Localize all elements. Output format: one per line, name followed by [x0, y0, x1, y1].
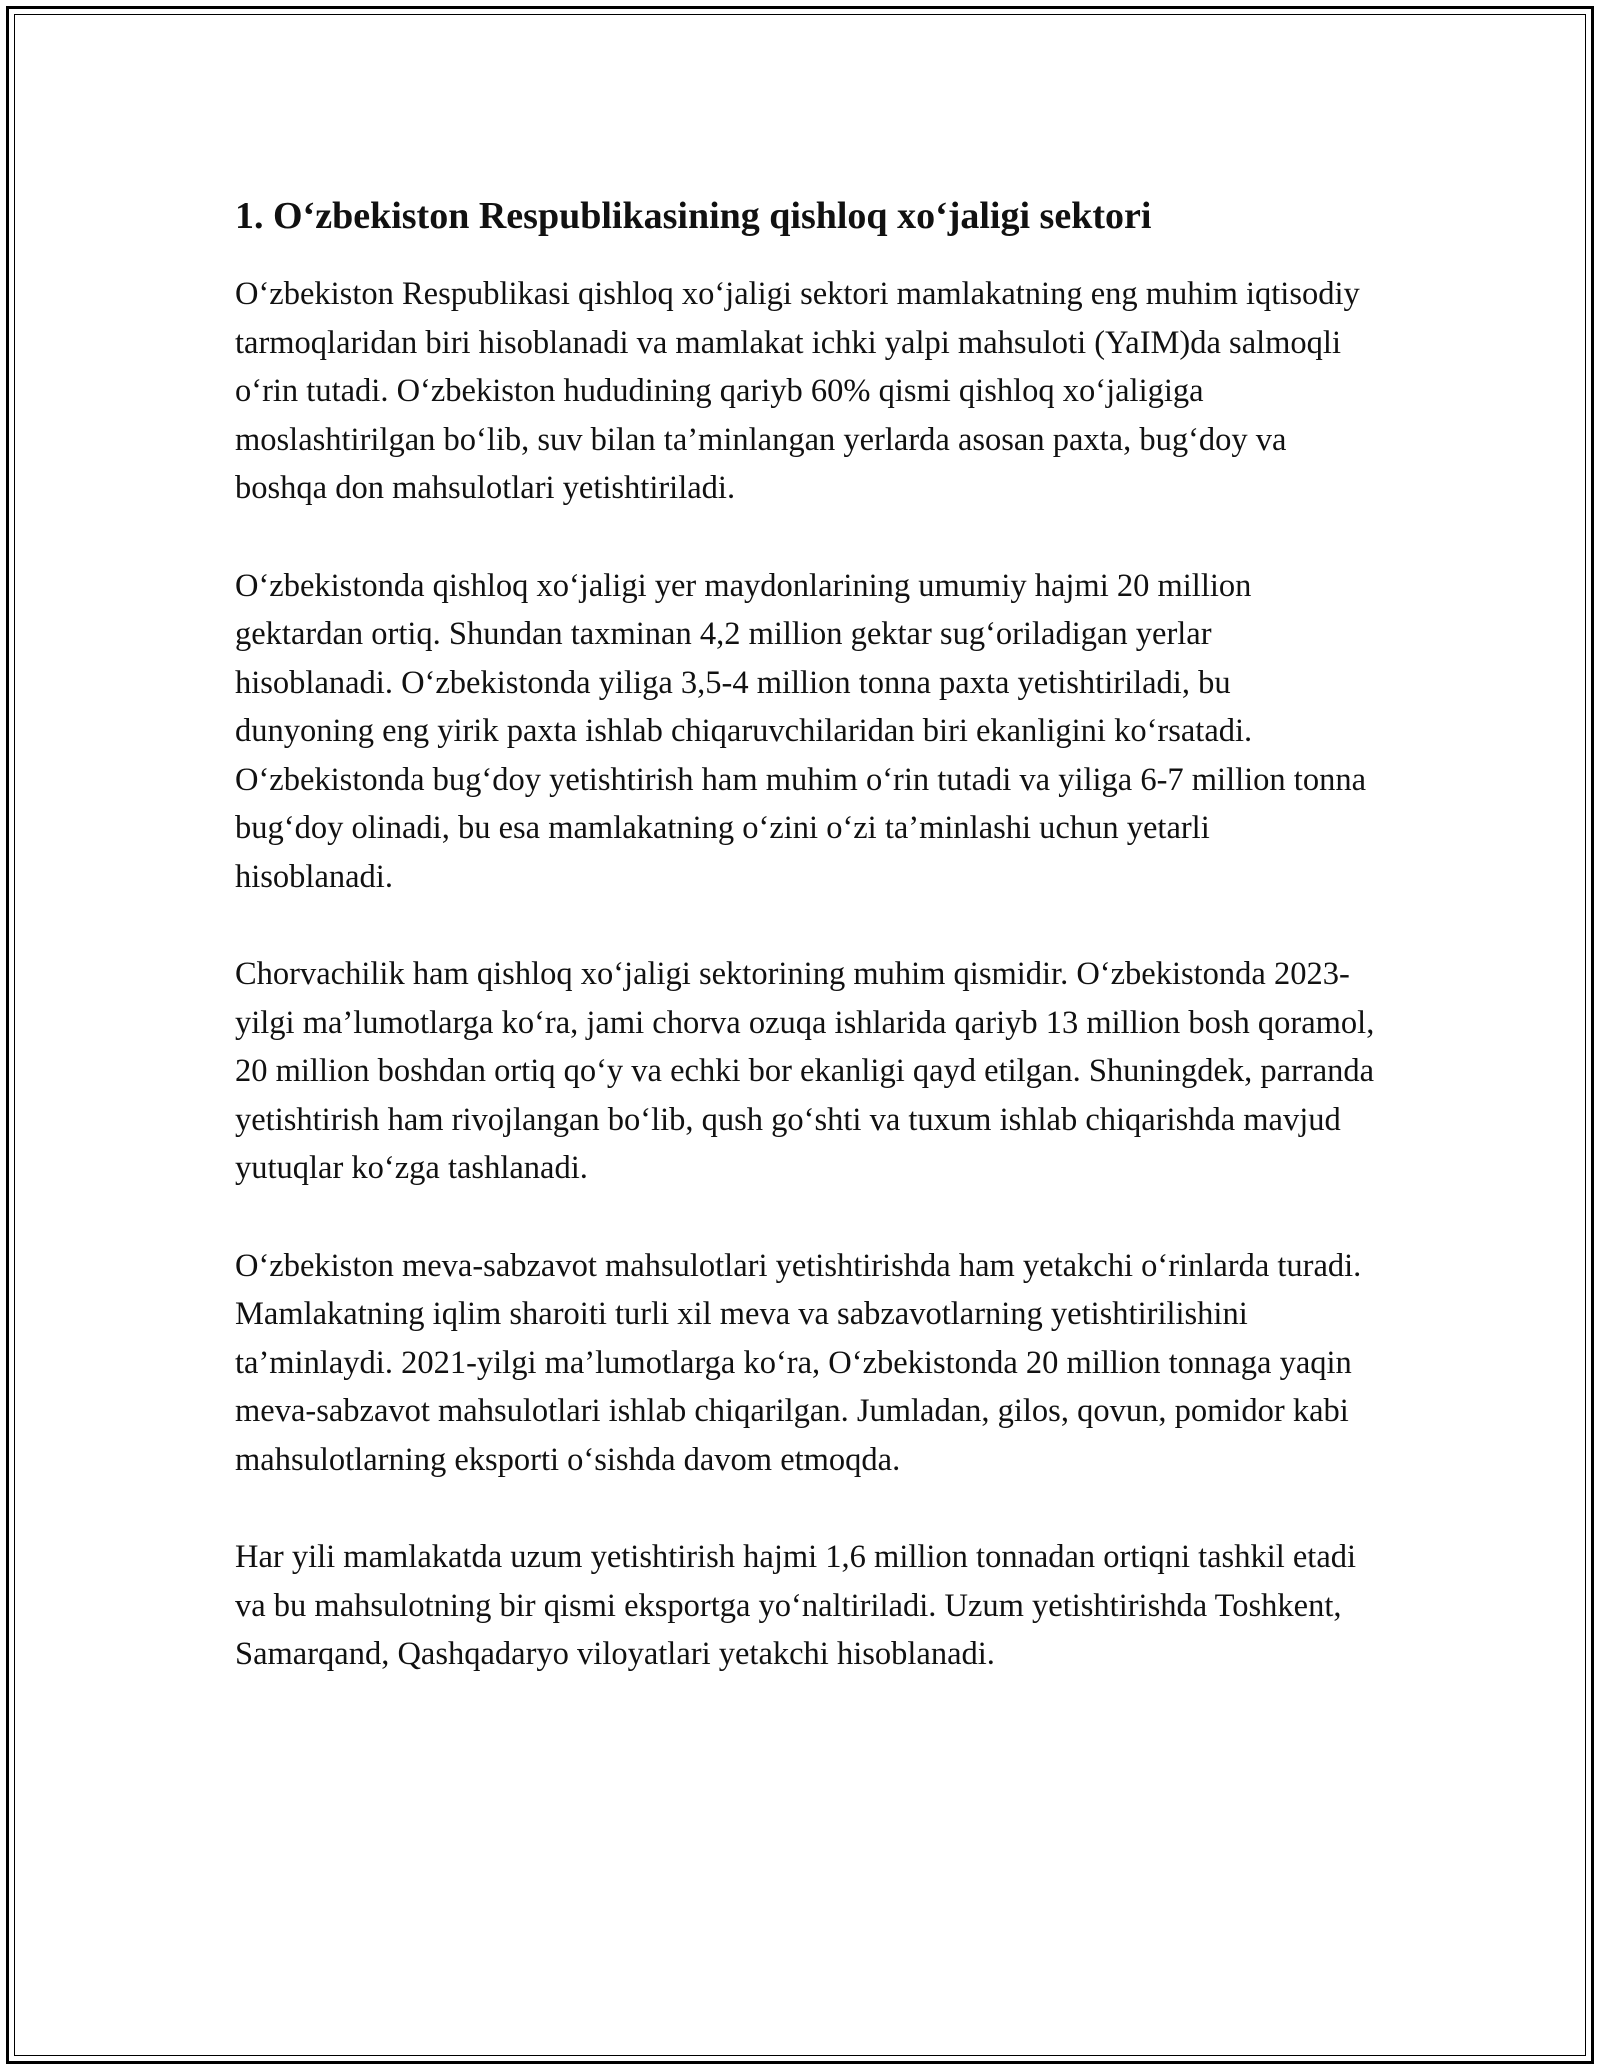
document-body [235, 188, 1375, 1728]
document-title: 1. O‘zbekiston Respublikasining qishloq xo‘jaligi sektori [235, 195, 1152, 237]
paragraph-fruits-vegetables: O‘zbekiston meva-sabzavot mahsulotlari yetishtirishda ham yetakchi o‘rinlarda turadi. Mamlakatning iqlim sharoiti turli xil meva va sabzavotlarning yetishtirilishini ta’minlaydi. 2021-yilgi ma’lumotlarga ko‘ra, O‘zbekistonda 20 million tonnaga yaqin meva-sabzavot mahsulotlari ishlab chiqarilgan. Jumladan, gilos, qovun, pomidor kabi mahsulotlarning eksporti o‘sishda davom etmoqda. [235, 1247, 1362, 1478]
paragraph-land-and-crops: O‘zbekistonda qishloq xo‘jaligi yer maydonlarining umumiy hajmi 20 million gektardan ortiq. Shundan taxminan 4,2 million gektar sug‘oriladigan yerlar hisoblanadi. O‘zbekistonda yiliga 3,5-4 million tonna paxta yetishtiriladi, bu dunyoning eng yirik paxta ishlab chiqaruvchilaridan biri ekanligini ko‘rsatadi. O‘zbekistonda bug‘doy yetishtirish ham muhim o‘rin tutadi va yiliga 6-7 million tonna bug‘doy olinadi, bu esa mamlakatning o‘zini o‘zi ta’minlashi uchun yetarli hisoblanadi. [235, 567, 1367, 895]
paragraph-livestock: Chorvachilik ham qishloq xo‘jaligi sektorining muhim qismidir. O‘zbekistonda 2023-yilgi ma’lumotlarga ko‘ra, jami chorva ozuqa ishlarida qariyb 13 million bosh qoramol, 20 million boshdan ortiq qo‘y va echki bor ekanligi qayd etilgan. Shuningdek, parranda yetishtirish ham rivojlangan bo‘lib, qush go‘shti va tuxum ishlab chiqarishda mavjud yutuqlar ko‘zga tashlanadi. [235, 956, 1375, 1186]
paragraph-grapes: Har yili mamlakatda uzum yetishtirish hajmi 1,6 million tonnadan ortiqni tashkil etadi va bu mahsulotning bir qismi eksportga yo‘naltiriladi. Uzum yetishtirishda Toshkent, Samarqand, Qashqadaryo viloyatlari yetakchi hisoblanadi. [235, 1539, 1357, 1672]
paragraph-overview: O‘zbekiston Respublikasi qishloq xo‘jaligi sektori mamlakatning eng muhim iqtisodiy tarmoqlaridan biri hisoblanadi va mamlakat ichki yalpi mahsuloti (YaIM)da salmoqli o‘rin tutadi. O‘zbekiston hududining qariyb 60% qismi qishloq xo‘jaligiga moslashtirilgan bo‘lib, suv bilan ta’minlangan yerlarda asosan paxta, bug‘doy va boshqa don mahsulotlari yetishtiriladi. [235, 276, 1360, 506]
